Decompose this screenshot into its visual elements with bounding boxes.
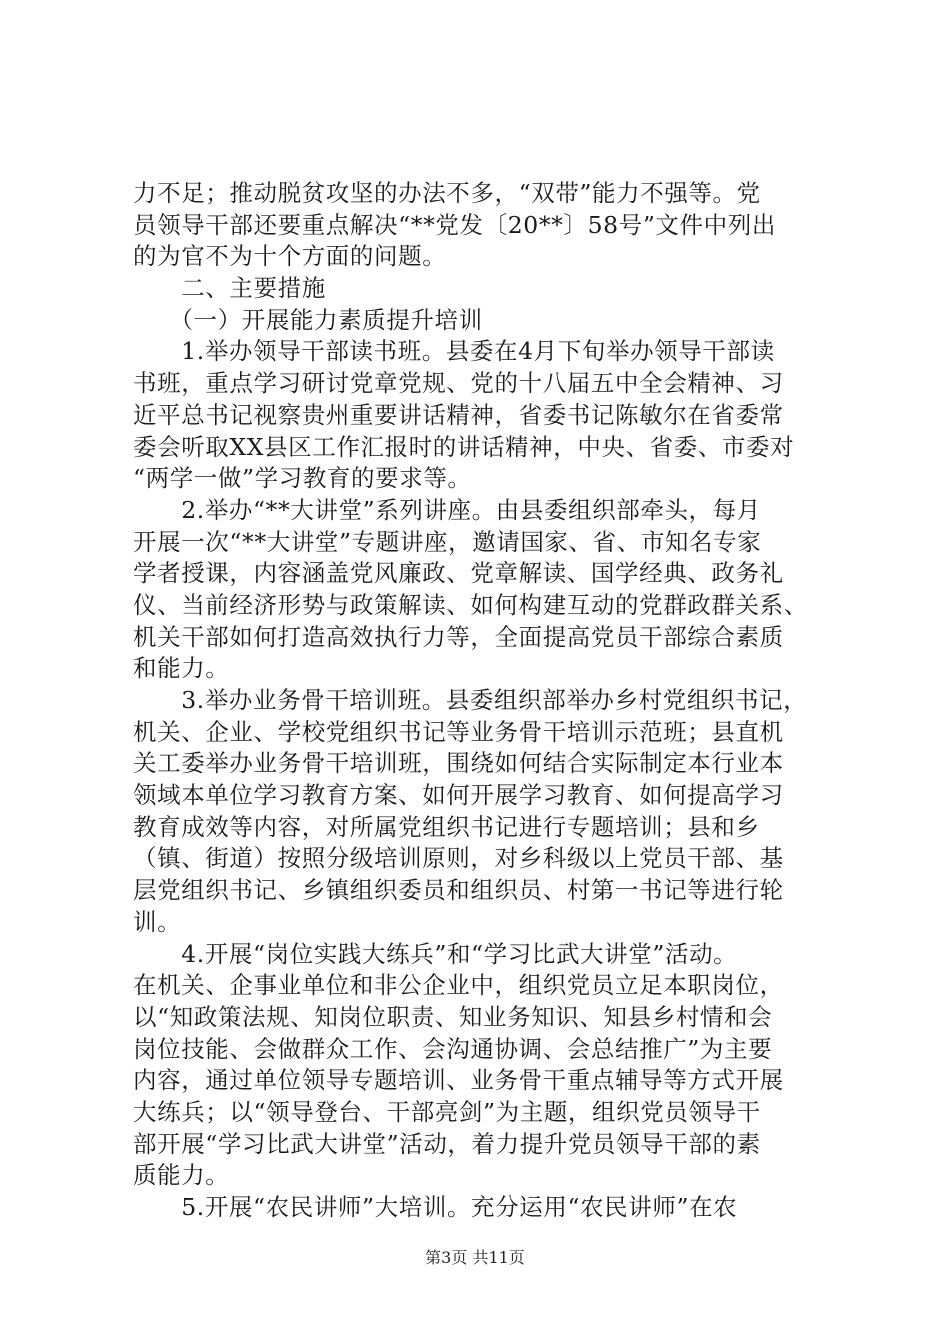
text-line: 以“知政策法规、知岗位职责、知业务知识、知县乡村情和会: [133, 1002, 773, 1031]
text-line: 的为官不为十个方面的问题。: [133, 242, 447, 271]
text-line: 仪、当前经济形势与政策解读、如何构建互动的党群政群关系、: [133, 590, 808, 619]
text-line: 书班，重点学习研讨党章党规、党的十八届五中全会精神、习: [133, 369, 784, 398]
text-line: 员领导干部还要重点解决“**党发〔20**〕58号”文件中列出: [133, 210, 776, 239]
text-line: “两学一做”学习教育的要求等。: [133, 464, 472, 493]
text-line: 和能力。: [133, 654, 230, 683]
text-line: 1.举办领导干部读书班。县委在4月下旬举办领导干部读: [133, 337, 775, 366]
text-line: 部开展“学习比武大讲堂”活动，着力提升党员领导干部的素: [133, 1129, 761, 1158]
text-line: 3.举办业务骨干培训班。县委组织部举办乡村党组织书记，: [133, 686, 808, 714]
page-number-footer: 第3页 共11页: [425, 1248, 525, 1267]
text-line: 4.开展“岗位实践大练兵”和“学习比武大讲堂”活动。: [133, 939, 738, 968]
section-heading: 二、主要措施: [133, 274, 326, 303]
text-line: 岗位技能、会做群众工作、会沟通协调、会总结推广”为主要: [133, 1034, 773, 1063]
text-line: 机关干部如何打造高效执行力等，全面提高党员干部综合素质: [133, 622, 784, 651]
text-line: 开展一次“**大讲堂”专题讲座，邀请国家、省、市知名专家: [133, 527, 762, 556]
text-line: 学者授课，内容涵盖党风廉政、党章解读、国学经典、政务礼: [133, 559, 784, 588]
text-line: 近平总书记视察贵州重要讲话精神，省委书记陈敏尔在省委常: [133, 400, 784, 429]
text-line: 领域本单位学习教育方案、如何开展学习教育、如何提高学习: [133, 781, 784, 810]
document-body: [133, 178, 823, 1224]
text-line: 层党组织书记、乡镇组织委员和组织员、村第一书记等进行轮: [133, 876, 784, 905]
text-line: 质能力。: [133, 1161, 230, 1190]
text-line: 5.开展“农民讲师”大培训。充分运用“农民讲师”在农: [133, 1193, 738, 1221]
text-line: （镇、街道）按照分级培训原则，对乡科级以上党员干部、基: [133, 844, 784, 873]
text-line: 机关、企业、学校党组织书记等业务骨干培训示范班；县直机: [133, 717, 784, 746]
text-line: 2.举办“**大讲堂”系列讲座。由县委组织部牵头，每月: [133, 495, 761, 524]
text-line: 训。: [133, 907, 182, 936]
subsection-heading: （一）开展能力素质提升培训: [133, 305, 483, 334]
text-line: 在机关、企事业单位和非公企业中，组织党员立足本职岗位，: [133, 971, 784, 1000]
text-line: 委会听取XX县区工作汇报时的讲话精神，中央、省委、市委对: [133, 432, 795, 461]
text-line: 教育成效等内容，对所属党组织书记进行专题培训；县和乡: [133, 812, 760, 841]
text-line: 关工委举办业务骨干培训班，围绕如何结合实际制定本行业本: [133, 749, 784, 778]
text-line: 力不足；推动脱贫攻坚的办法不多，“双带”能力不强等。党: [133, 179, 761, 207]
text-line: 内容，通过单位领导专题培训、业务骨干重点辅导等方式开展: [133, 1066, 784, 1095]
text-line: 大练兵；以“领导登台、干部亮剑”为主题，组织党员领导干: [133, 1097, 761, 1126]
